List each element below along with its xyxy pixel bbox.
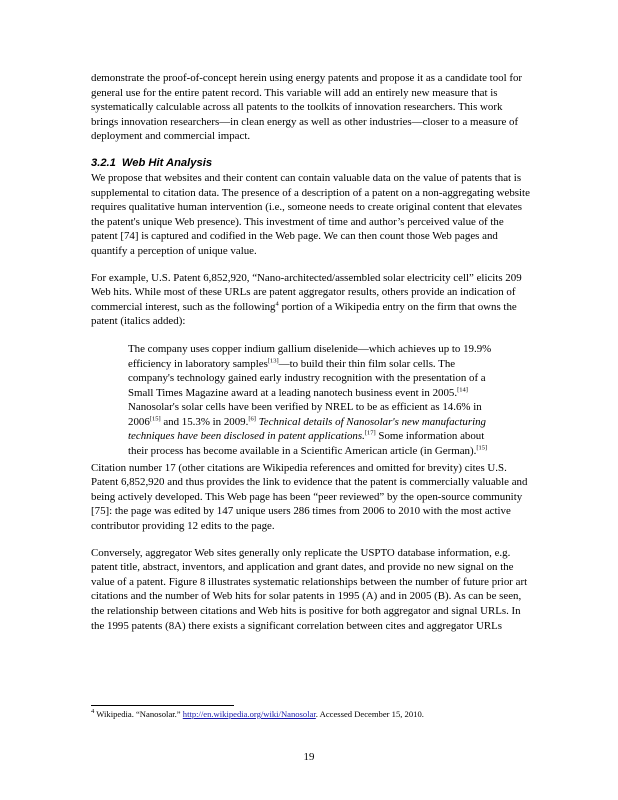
quote-text: The company uses copper indium gallium diselenide—which achieves up to 19.9% efficiency in laboratory samples (128, 342, 492, 370)
example-text-end: portion of a Wikipedia entry on the firm that owns the patent (italics added): (91, 300, 517, 328)
section-title: Web Hit Analysis (121, 156, 213, 169)
footnote-marker: 4 (91, 708, 95, 716)
quote-text: and 15.3% in 2009. (160, 415, 249, 428)
section-number: 3.2.1 (91, 156, 116, 169)
quote-ref: [6] (248, 415, 256, 423)
quote-ref: [14] (457, 386, 468, 394)
proposal-paragraph: We propose that websites and their content can contain valuable data on the value of patents that is supplemental to citation data. The presence of a description of a patent on a non-aggregating website requires qualitative human intervention (i.e., someone needs to create original content that elevates the patent's unique Web presence). This investment of time and author’s perceived value of the patent [74] is captured and codified in the Web page. We can then count those Web pages and quantify a perception of unique value. (91, 171, 530, 257)
aggregator-paragraph: Conversely, aggregator Web sites generally only replicate the USPTO database information, e.g. patent title, abstract, inventors, and application and grant dates, and provide no new signal on the value of a patent. Figure 8 illustrates systematic relationships between the number of future prior art citations and the number of Web hits for solar patents in 1995 (A) and in 2005 (B). As can be seen, the relationship between citations and Web hits is positive for both aggregator and signal URLs. In the 1995 patents (8A) there exists a significant correlation between cites and aggregator URLs (91, 546, 528, 632)
footnote-ref-marker: 4 (275, 300, 279, 308)
quote-ref: [17] (364, 429, 376, 437)
quote-ref: [15] (149, 415, 161, 423)
quote-text: Some information about their process has become available in a Scientific American article (in German). (128, 430, 485, 458)
citation-paragraph: Citation number 17 (other citations are Wikipedia references and omitted for brevity) cites U.S. Patent 6,852,920 and thus provides the link to evidence that the patent is commercially valuable and being actively developed. This Web page has been “peer reviewed” by the open-source community [75]: the page was edited by 147 unique users 286 times from 2006 to 2010 with the most active contributor providing 12 edits to the page. (91, 461, 528, 533)
intro-paragraph: demonstrate the proof-of-concept herein using energy patents and propose it as a candidate tool for general use for the entire patent record. This variable will add an entirely new measure that is systematically calculable across all patents to the toolkits of innovation researchers. This work brings innovation researchers—in clean energy as well as other industries—closer to a measure of deployment and commercial impact. (91, 72, 523, 143)
footnote-divider (91, 705, 234, 706)
footnote-text: Wikipedia. “Nanosolar.” (94, 709, 183, 719)
quote-ref: [13] (267, 356, 279, 364)
quote-text: Nanosolar's solar cells have been verified by NREL to be as efficient as 14.6% in 2006 (128, 401, 482, 428)
footnote (91, 709, 531, 720)
page-body (91, 71, 531, 633)
quote-italic-text: Technical details of Nanosolar's new manufacturing techniques have been disclosed in patent applications. (128, 415, 486, 443)
footnote-link[interactable]: http://en.wikipedia.org/wiki/Nanosolar (182, 709, 316, 719)
footnote-accessed: . Accessed December 15, 2010. (315, 709, 424, 719)
section-heading (91, 156, 531, 170)
quote-text: —to build their thin film solar cells. The company's technology gained early industry recognition with the presentation of a Small Times Magazine award at a leading nanotech business event in 2005. (128, 357, 486, 399)
example-paragraph (91, 271, 531, 329)
example-text-start: For example, U.S. Patent 6,852,920, “Nano-architected/assembled solar electricity cell” elicits 209 Web hits. While most of these URLs are patent aggregator results, others provide an indication of commercial interest, such as the following (91, 271, 522, 313)
quote-ref: [15] (476, 444, 488, 452)
page-number: 19 (303, 751, 315, 763)
wikipedia-quote (128, 342, 498, 459)
